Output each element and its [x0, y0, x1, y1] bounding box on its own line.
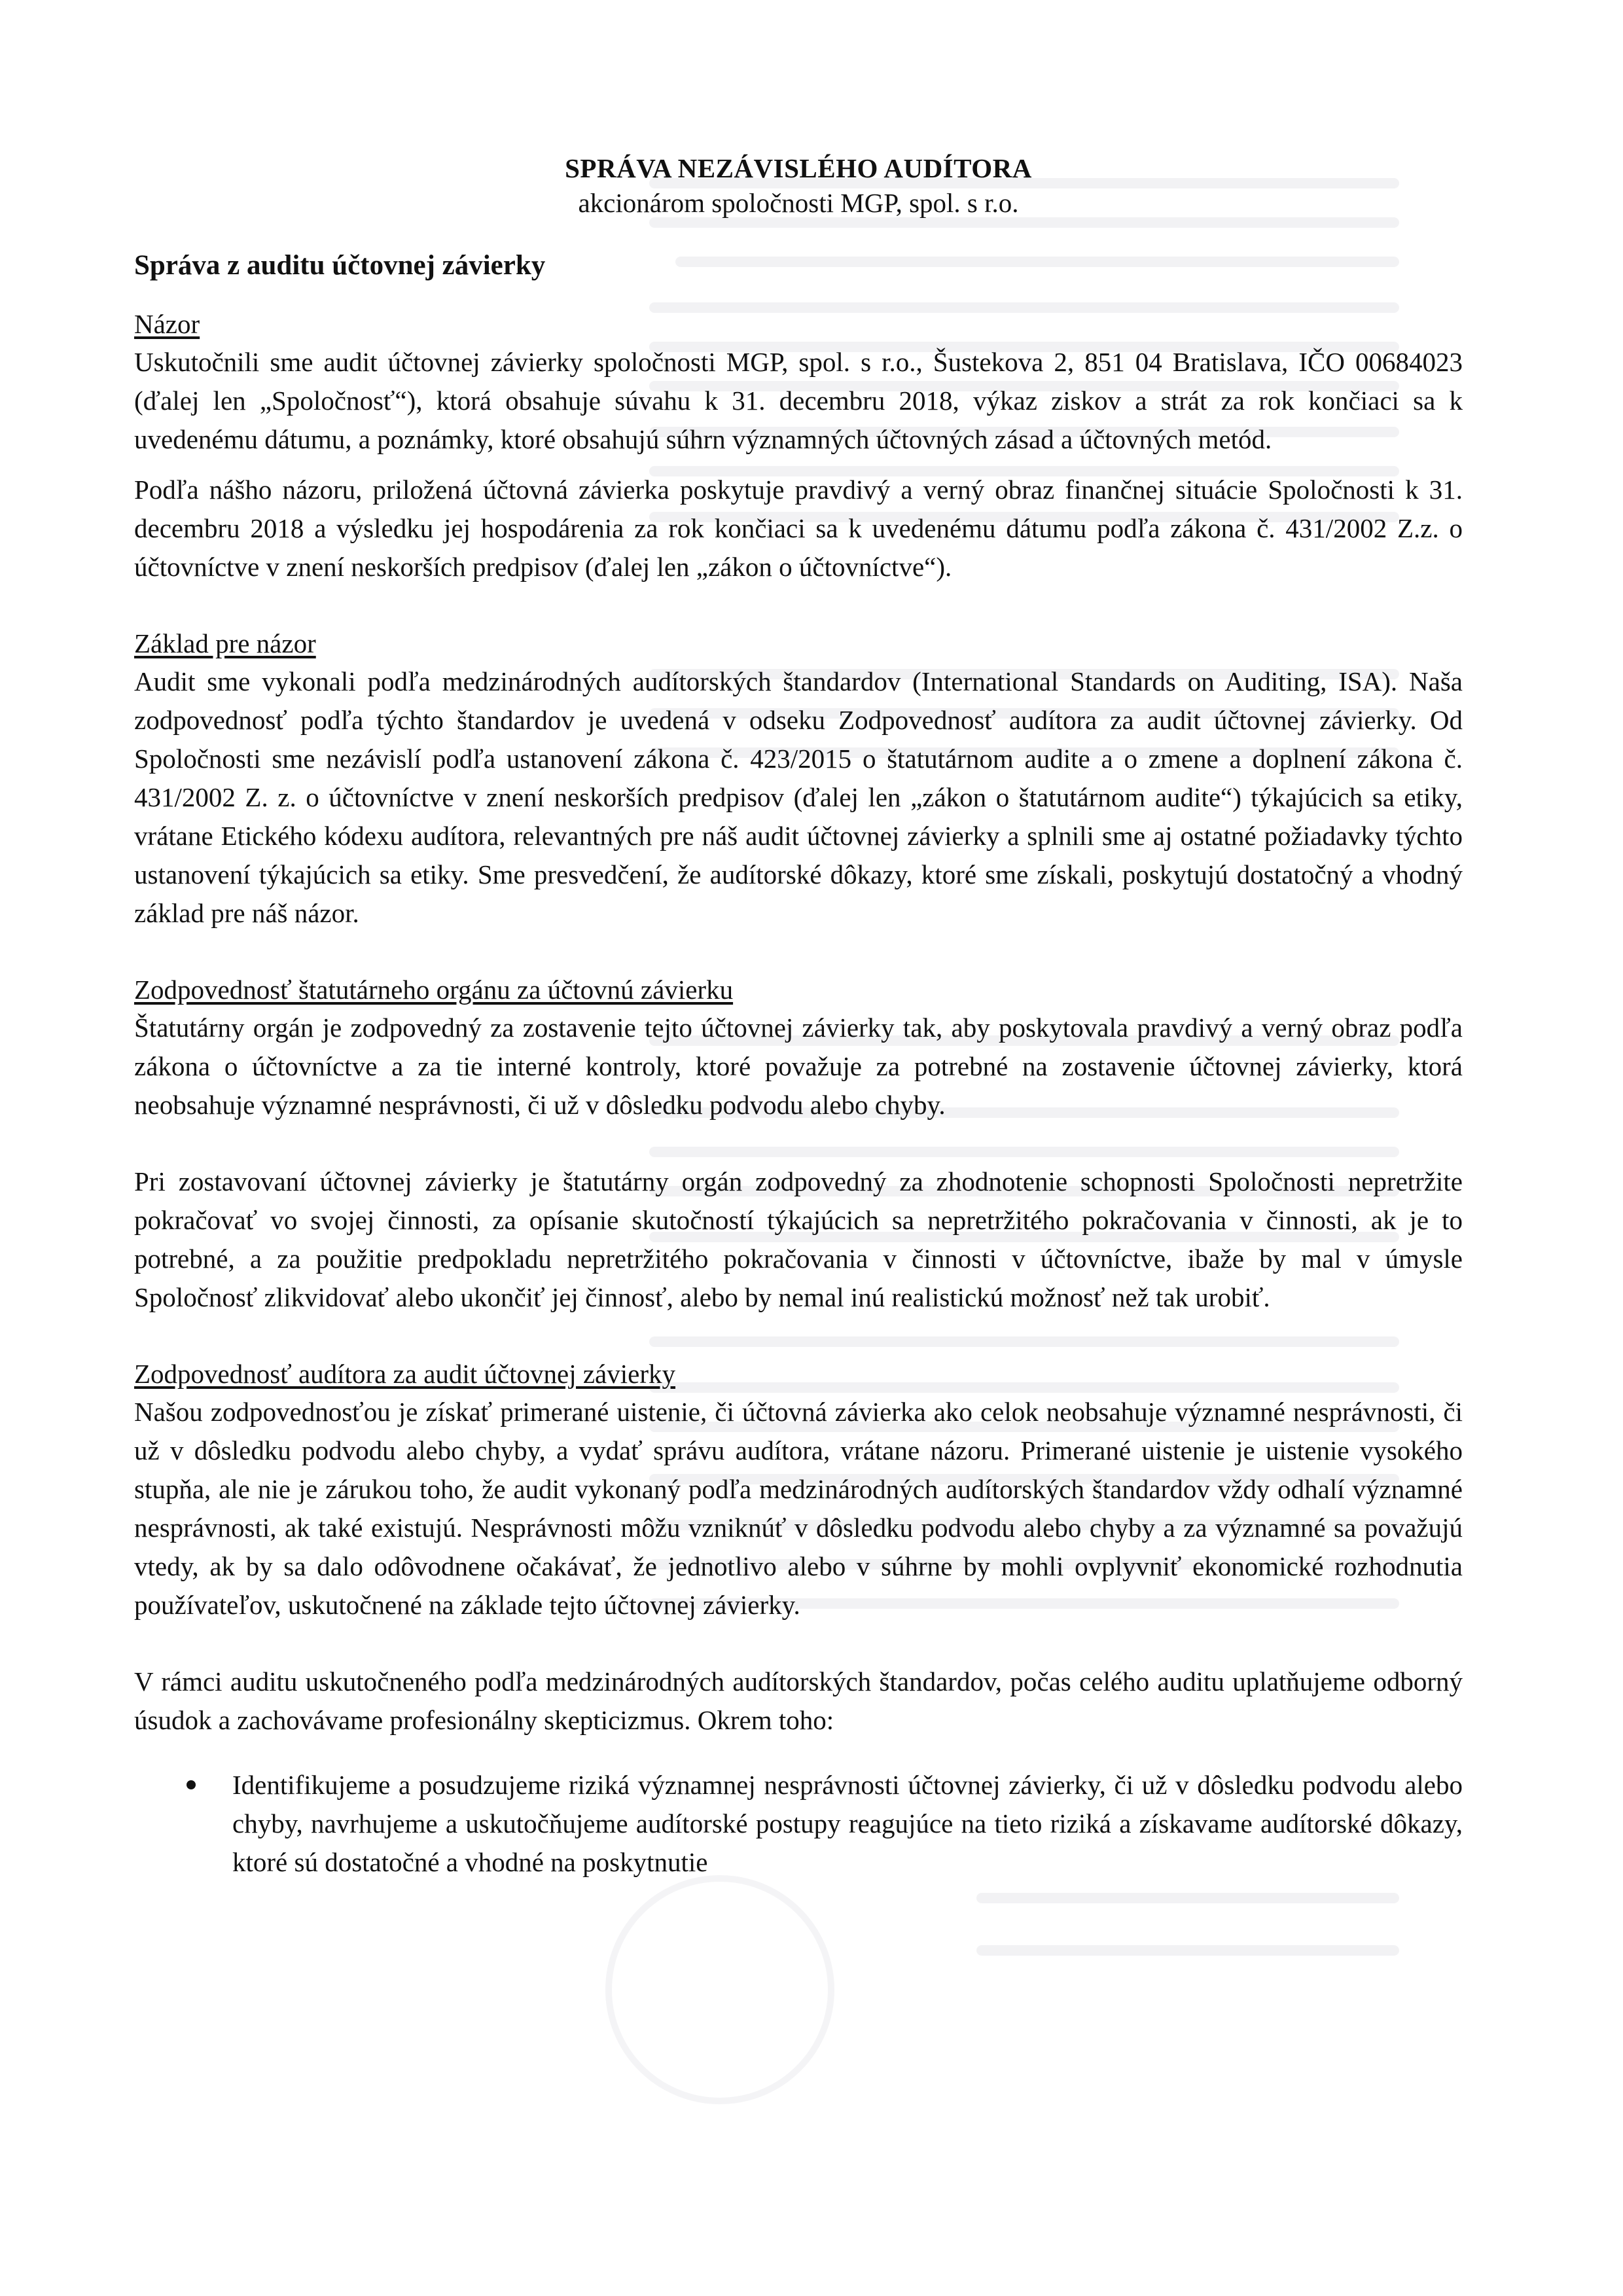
- report-header: [134, 152, 1463, 221]
- report-title: SPRÁVA NEZÁVISLÉHO AUDÍTORA: [565, 153, 1032, 183]
- bullet-icon: [187, 1780, 196, 1789]
- opinion-paragraph: Podľa nášho názoru, priložená účtovná závierka poskytuje pravdivý a verný obraz finančnej situácie Spoločnosti k 31. decembru 2018 a výsledku jej hospodárenia za rok končiaci sa k uvedenému dátumu podľa zákona č. 431/2002 Z.z. o účtovníctve v znení neskorších predpisov (ďalej len „zákon o účtovníctve“).: [134, 475, 1463, 582]
- auditor-paragraph: V rámci auditu uskutočneného podľa medzinárodných audítorských štandardov, počas celého auditu uplatňujeme odborný úsudok a zachovávame profesionálny skepticizmus. Okrem toho:: [134, 1666, 1463, 1735]
- basis-paragraph: Audit sme vykonali podľa medzinárodných audítorských štandardov (International Standards on Auditing, ISA). Naša zodpovednosť podľa týchto štandardov je uvedená v odseku Zodpovednosť audítora za audit účtovnej závierky. Od Spoločnosti sme nezávislí podľa ustanovení zákona č. 423/2015 o štatutárnom audite a o zmene a doplnení zákona č. 431/2002 Z. z. o účtovníctve v znení neskorších predpisov (ďalej len „zákon o štatutárnom audite“) týkajúcich sa etiky, vrátane Etického kódexu audítora, relevantných pre náš audit účtovnej závierky a splnili sme aj ostatné požiadavky týchto ustanovení týkajúcich sa etiky. Sme presvedčení, že audítorské dôkazy, ktoré sme získali, poskytujú dostatočný a vhodný základ pre náš názor.: [134, 666, 1463, 928]
- opinion-heading: Názor: [134, 309, 200, 339]
- report-page: [134, 152, 1463, 1882]
- auditor-paragraph: Našou zodpovednosťou je získať primerané uistenie, či účtovná závierka ako celok neobsahuje významné nesprávnosti, či už v dôsledku podvodu alebo chyby, a vydať správu audítora, vrátane názoru. Primerané uistenie je uistenie vysokého stupňa, ale nie je zárukou toho, že audit vykonaný podľa medzinárodných audítorských štandardov vždy odhalí významné nesprávnosti, ak také existujú. Nesprávnosti môžu vzniknúť v dôsledku podvodu alebo chyby a za významné sa považujú vtedy, ak by sa dalo odôvodnene očakávať, že jednotlivo alebo v súhrne by mohli ovplyvniť ekonomické rozhodnutia používateľov, uskutočnené na základe tejto účtovnej závierky.: [134, 1397, 1463, 1620]
- report-addressee: akcionárom spoločnosti MGP, spol. s r.o.: [578, 188, 1019, 218]
- basis-heading: Základ pre názor: [134, 628, 316, 658]
- list-item-text: Identifikujeme a posudzujeme riziká významnej nesprávnosti účtovnej závierky, či už v dôsledku podvodu alebo chyby, navrhujeme a uskutočňujeme audítorské postupy reagujúce na tieto riziká a získavame audítorské dôkazy, ktoré sú dostatočné a vhodné na poskytnutie: [232, 1770, 1463, 1877]
- management-paragraph: Pri zostavovaní účtovnej závierky je štatutárny orgán zodpovedný za zhodnotenie schopnosti Spoločnosti nepretržite pokračovať vo svojej činnosti, za opísanie skutočností týkajúcich sa nepretržitého pokračovania v činnosti, ak je to potrebné, a za použitie predpokladu nepretržitého pokračovania v činnosti v účtovníctve, ibaže by mal v úmysle Spoločnosť zlikvidovať alebo ukončiť jej činnosť, alebo by nemal inú realistickú možnosť než tak urobiť.: [134, 1166, 1463, 1312]
- management-paragraph: Štatutárny orgán je zodpovedný za zostavenie tejto účtovnej závierky tak, aby poskytovala pravdivý a verný obraz podľa zákona o účtovníctve a za tie interné kontroly, ktoré považuje za potrebné na zostavenie účtovnej závierky, ktorá neobsahuje významné nesprávnosti, či už v dôsledku podvodu alebo chyby.: [134, 1013, 1463, 1120]
- opinion-paragraph: Uskutočnili sme audit účtovnej závierky spoločnosti MGP, spol. s r.o., Šustekova 2, 851 04 Bratislava, IČO 00684023 (ďalej len „Spoločnosť“), ktorá obsahuje súvahu k 31. decembru 2018, výkaz ziskov a strát za rok končiaci sa k uvedenému dátumu, a poznámky, ktoré obsahujú súhrn významných účtovných zásad a účtovných metód.: [134, 347, 1463, 454]
- auditor-procedures-list: [134, 1766, 1463, 1882]
- management-responsibility-heading: Zodpovednosť štatutárneho orgánu za účtovnú závierku: [134, 975, 734, 1005]
- auditor-responsibility-heading: Zodpovednosť audítora za audit účtovnej závierky: [134, 1359, 675, 1389]
- section-title: Správa z auditu účtovnej závierky: [134, 250, 546, 281]
- list-item: [134, 1766, 1463, 1882]
